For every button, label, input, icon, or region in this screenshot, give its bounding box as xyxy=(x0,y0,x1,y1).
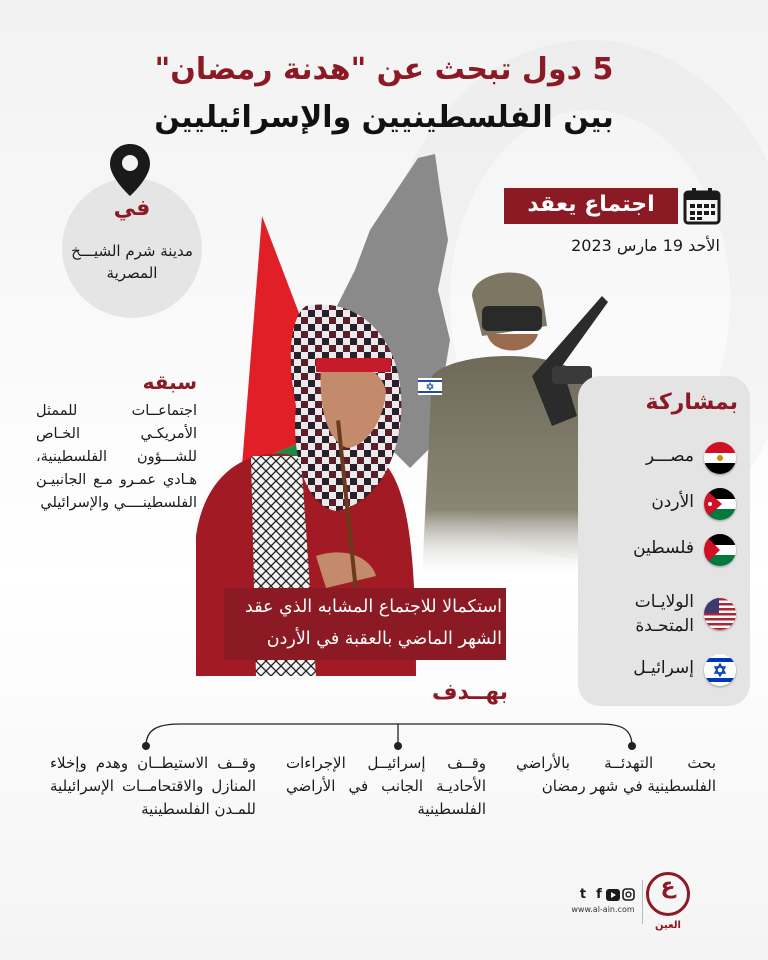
participant-jordan xyxy=(590,488,738,518)
goal-connector-lines xyxy=(130,714,650,754)
location-label: في xyxy=(113,196,151,221)
statement-text xyxy=(226,591,502,655)
statement-line-2: الشهر الماضي بالعقبة في الأردن xyxy=(266,629,502,649)
meeting-date: الأحد 19 مارس 2023 xyxy=(571,236,720,255)
facebook-icon[interactable]: f xyxy=(596,887,602,902)
brand-logo-letter: ع xyxy=(660,874,676,899)
israel-patch-icon xyxy=(418,378,442,395)
goal-item-1: بحث التهدئــة بالأراضي الفلسطينية في شهر رمضان xyxy=(516,754,716,795)
participant-label: مصـــر xyxy=(645,446,694,466)
egypt-flag-icon xyxy=(704,442,736,474)
goal-title: بهــدف xyxy=(431,680,509,705)
participant-egypt xyxy=(590,442,738,472)
usa-flag-icon xyxy=(704,598,736,630)
jordan-flag-icon xyxy=(704,488,736,520)
brand-name: العين xyxy=(655,920,681,931)
goal-item-3: وقــف الاستيطــان وهدم وإخلاء المنازل والاقتحامــات الإسرائيلية للمـدن الفلسطينية xyxy=(50,754,256,818)
footer-divider xyxy=(642,880,643,924)
title-line-2: بين الفلسطينيين والإسرائيليين xyxy=(154,100,614,135)
participant-usa xyxy=(590,590,738,642)
twitter-icon[interactable]: t xyxy=(579,887,587,902)
location-text: مدينة شرم الشيـــخ المصرية xyxy=(71,242,193,282)
instagram-icon[interactable] xyxy=(622,888,635,901)
preceded-text: اجتماعــات للممثل الأمريكـي الخـاص للشـــؤون الفلسطينية، هـادي عمـرو مـع الجانبيـن الفلسطينــــي والإسرائيلي xyxy=(36,403,197,511)
participant-label: الولايـات المتحـدة xyxy=(634,592,694,636)
israel-flag-icon xyxy=(704,654,736,686)
calendar-icon xyxy=(682,186,722,226)
participant-israel xyxy=(590,654,738,684)
palestine-flag-icon xyxy=(704,534,736,566)
participant-palestine xyxy=(590,534,738,564)
participant-label: الأردن xyxy=(651,492,694,512)
preceded-title: سبقه xyxy=(142,370,197,394)
meeting-label: اجتماع يعقد xyxy=(504,188,678,224)
goal-item-2: وقــف إسرائيــل الإجراءات الأحاديـة الجانب في الأراضي الفلسطينية xyxy=(286,754,486,818)
participants-title: بمشاركة xyxy=(645,390,738,415)
youtube-icon[interactable] xyxy=(606,889,620,901)
statement-line-1: استكمالا للاجتماع المشابه الذي عقد xyxy=(245,597,502,617)
title-line-1: 5 دول تبحث عن "هدنة رمضان" xyxy=(154,52,614,87)
website-url[interactable]: www.al-ain.com xyxy=(571,905,635,914)
map-pin-icon xyxy=(108,142,152,198)
participant-label: فلسطين xyxy=(633,538,694,558)
participant-label: إسرائيـل xyxy=(633,658,694,678)
